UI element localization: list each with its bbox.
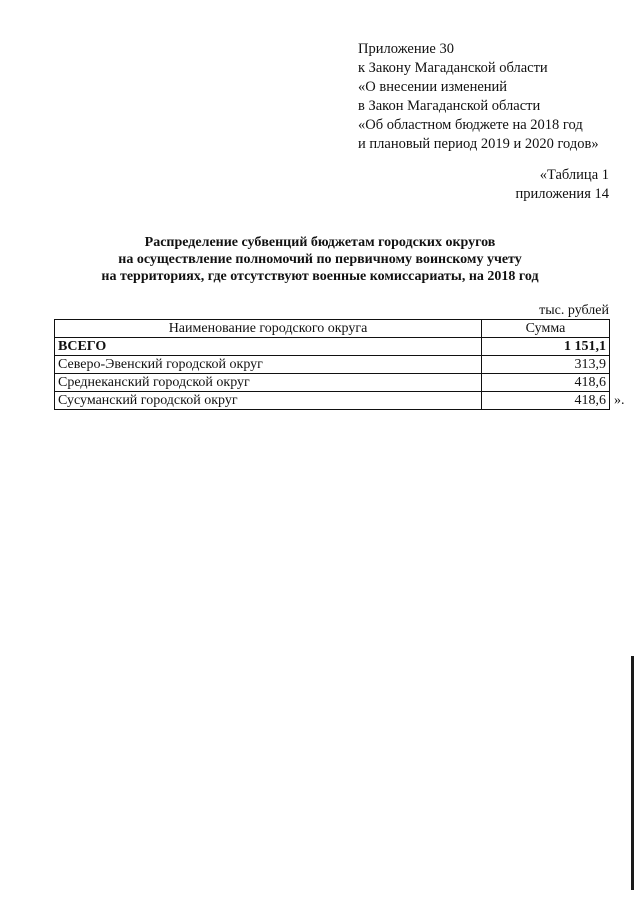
table-row: [55, 392, 610, 410]
title-line: Распределение субвенций бюджетам городских округов: [144, 235, 496, 250]
appendix-header: [358, 40, 599, 154]
district-name: Северо-Эвенский городской округ: [55, 356, 482, 374]
appendix-line: Приложение 30: [358, 41, 454, 57]
header-district-name: Наименование городского округа: [55, 320, 482, 338]
closing-quote-mark: ».: [614, 393, 625, 408]
appendix-line: в Закон Магаданской области: [358, 98, 541, 114]
district-sum: 313,9: [482, 356, 610, 374]
document-title: [0, 234, 640, 285]
total-sum: 1 151,1: [482, 338, 610, 356]
appendix-line: «Об областном бюджете на 2018 год: [358, 117, 583, 133]
table-header-row: [55, 320, 610, 338]
total-label: ВСЕГО: [55, 338, 482, 356]
table-reference: [516, 166, 609, 204]
title-line: на осуществление полномочий по первичному воинскому учету: [118, 252, 522, 267]
appendix-line: и плановый период 2019 и 2020 годов»: [358, 136, 599, 152]
distribution-table: [54, 319, 610, 410]
district-sum: 418,6: [482, 374, 610, 392]
table-row: [55, 374, 610, 392]
district-sum: 418,6: [482, 392, 610, 410]
appendix-line: «О внесении изменений: [358, 79, 508, 95]
table-total-row: [55, 338, 610, 356]
title-line: на территориях, где отсутствуют военные комиссариаты, на 2018 год: [101, 269, 539, 284]
table-reference-line: «Таблица 1: [539, 167, 609, 183]
units-label: тыс. рублей: [539, 303, 609, 318]
district-name: Сусуманский городской округ: [55, 392, 482, 410]
header-sum: Сумма: [482, 320, 610, 338]
table-row: [55, 356, 610, 374]
district-name: Среднеканский городской округ: [55, 374, 482, 392]
scan-edge-line: [631, 656, 634, 890]
appendix-line: к Закону Магаданской области: [358, 60, 548, 76]
table-reference-line: приложения 14: [515, 186, 609, 202]
